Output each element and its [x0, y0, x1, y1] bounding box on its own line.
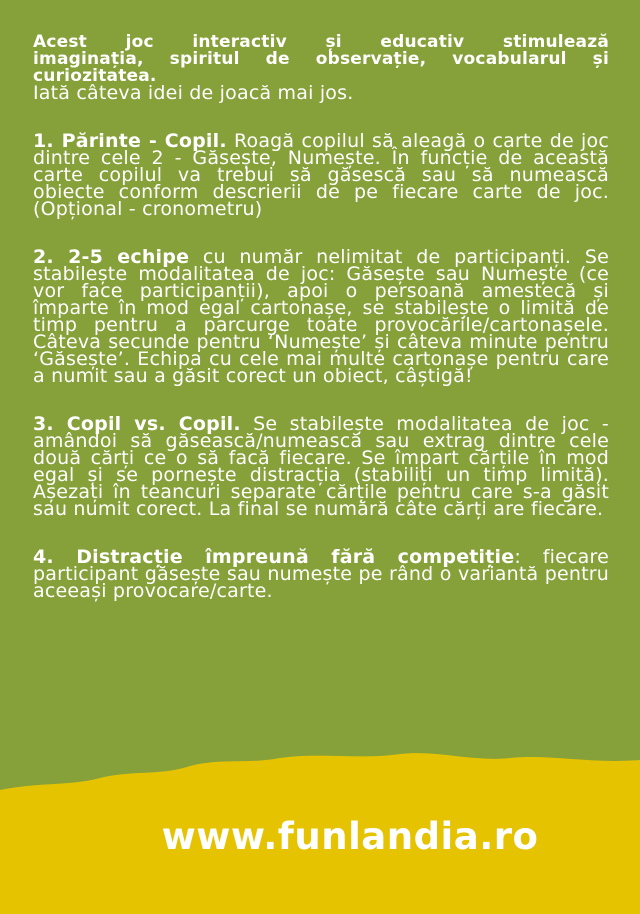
- intro-paragraph: [33, 34, 609, 102]
- website-url[interactable]: www.funlandia.ro: [161, 815, 539, 858]
- idea-3: [33, 413, 609, 520]
- intro-text: Iată câteva idei de joacă mai jos.: [33, 82, 354, 104]
- idea-1-text: Roagă copilul să aleagă o carte de joc dintre cele 2 - Găsește, Numește. În funcție de această carte copilul va trebui să găsescă sau să numească obiecte conform descrierii de pe fiecare carte de joc. (Opțional - cronometru): [33, 130, 609, 220]
- idea-2-heading: 2. 2-5 echipe: [33, 246, 190, 268]
- instructions-text-block: [33, 34, 609, 631]
- idea-2: [33, 246, 609, 387]
- intro-lead: Acest joc interactiv și educativ stimulează imaginația, spiritul de observație, vocabularul și curiozitatea.: [33, 32, 609, 86]
- idea-3-text: Se stabilește modalitatea de joc - amândoi să găsească/numească sau extrag dintre cele două cărți ce o să facă fiecare. Se împart cărțile în mod egal și se pornește distracția (stabiliți un timp limită). Așezați în teancuri separate cărțile pentru care s-a găsit sau numit corect. La final se numără câte cărți are fiecare.: [33, 413, 609, 520]
- idea-3-heading: 3. Copil vs. Copil.: [33, 413, 241, 435]
- idea-4-text: : fiecare participant găsește sau numește pe rând o variantă pentru aceeași provocare/carte.: [33, 546, 609, 602]
- idea-2-text: cu număr nelimitat de participanți. Se stabilește modalitatea de joc: Găsește sau Numește (ce vor face participanții), apoi o persoană amestecă și împarte în mod egal cartonașe, se stabilește o limită de timp pentru a parcurge toate provocările/cartonașele. Câteva secunde pentru ‘Numește’ și câteva minute pentru ‘Găsește’. Echipa cu cele mai multe cartonașe pentru care a numit sau a găsit corect un obiect, câștigă!: [33, 246, 609, 387]
- idea-4: [33, 546, 609, 602]
- idea-4-heading: 4. Distracție împreună fără competiție: [33, 546, 515, 568]
- idea-1: [33, 130, 609, 220]
- idea-1-heading: 1. Părinte - Copil.: [33, 130, 227, 152]
